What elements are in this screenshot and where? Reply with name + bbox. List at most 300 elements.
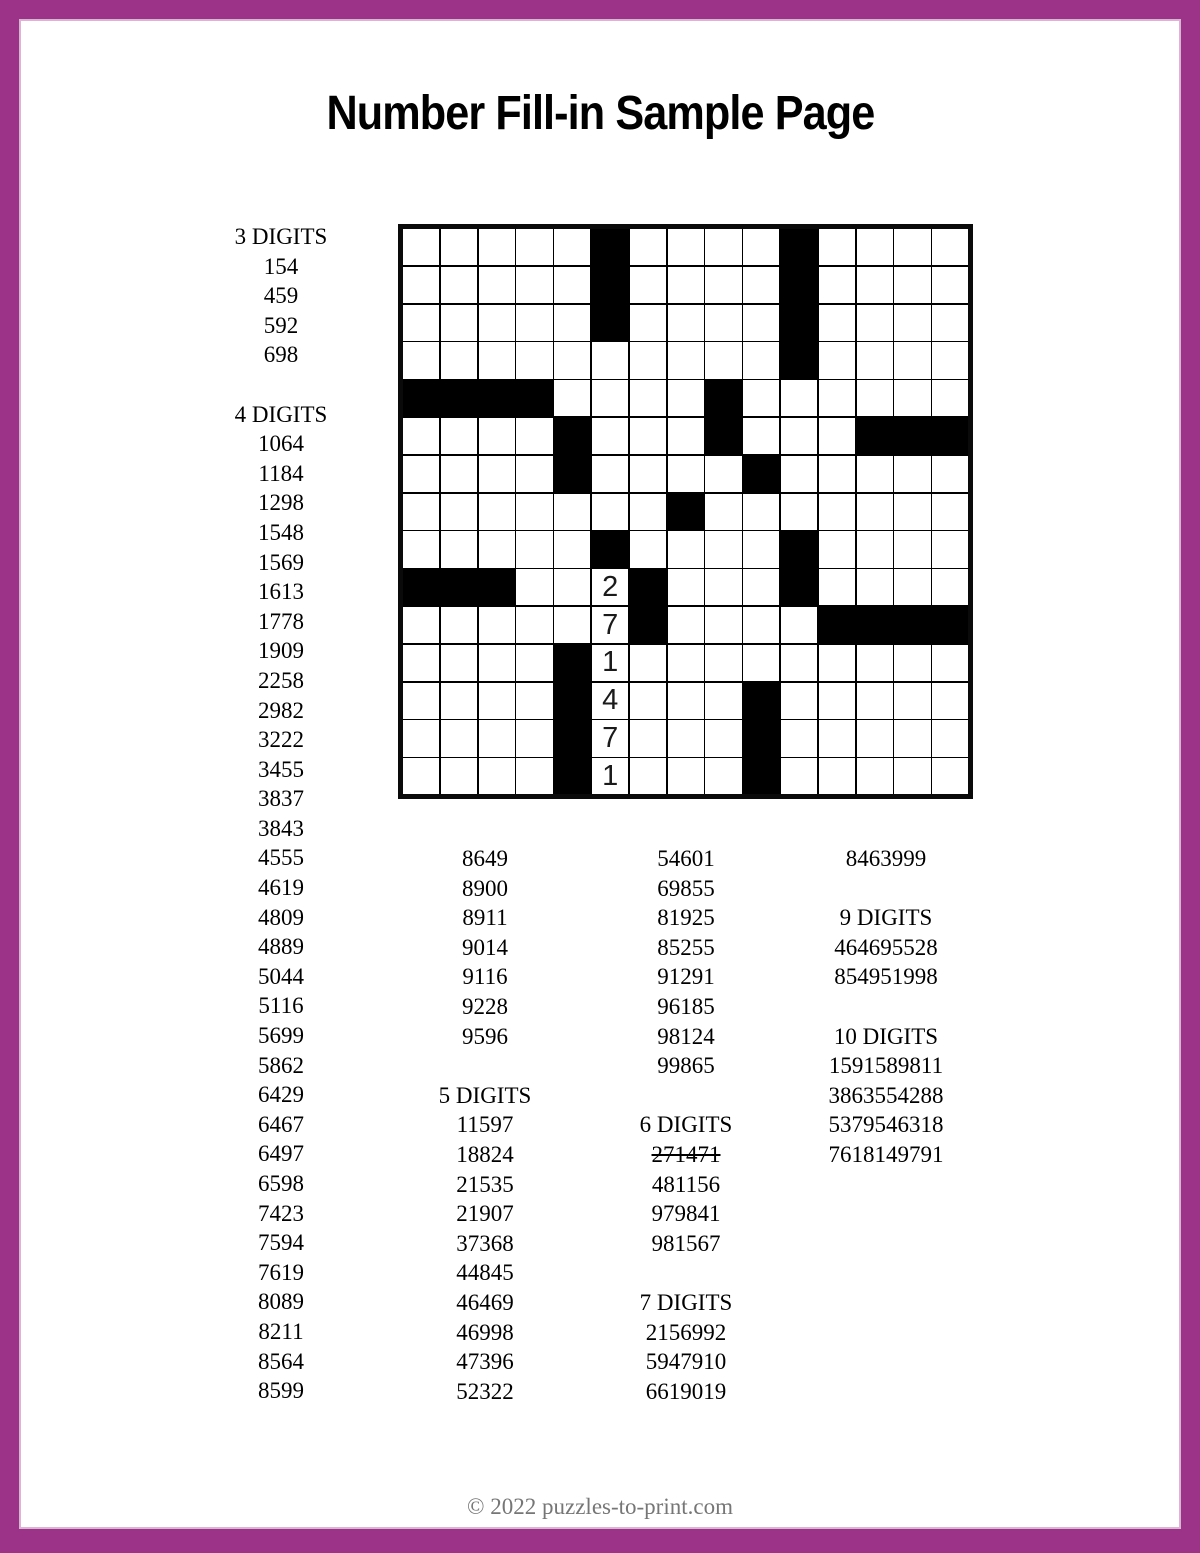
grid-cell[interactable] bbox=[932, 229, 968, 265]
grid-cell[interactable] bbox=[819, 758, 855, 794]
clue-number: 1064 bbox=[258, 431, 304, 457]
grid-cell-black bbox=[894, 607, 930, 643]
grid-cell[interactable] bbox=[668, 758, 704, 794]
grid-cell[interactable] bbox=[403, 267, 439, 303]
grid-cell[interactable] bbox=[630, 380, 666, 416]
grid-cell-black bbox=[592, 305, 628, 341]
clue-number: 5947910 bbox=[645, 1349, 727, 1375]
grid-cell[interactable] bbox=[592, 342, 628, 378]
clue-group-header: 3 DIGITS bbox=[234, 224, 328, 249]
grid-cell[interactable] bbox=[554, 380, 590, 416]
clue-spacer bbox=[576, 1258, 796, 1288]
grid-cell[interactable] bbox=[441, 683, 477, 719]
clue-number: 1569 bbox=[258, 549, 304, 575]
grid-cell[interactable] bbox=[668, 569, 704, 605]
grid-cell[interactable] bbox=[705, 342, 741, 378]
clue-group-header: 6 DIGITS bbox=[639, 1112, 733, 1138]
grid-cell[interactable] bbox=[857, 456, 893, 492]
grid-cell[interactable] bbox=[894, 720, 930, 756]
grid-cell[interactable] bbox=[743, 607, 779, 643]
clue-number: 9596 bbox=[462, 1023, 508, 1049]
grid-cell-black bbox=[554, 456, 590, 492]
grid-cell[interactable] bbox=[705, 305, 741, 341]
clue-number: 592 bbox=[263, 312, 299, 338]
grid-cell[interactable] bbox=[554, 267, 590, 303]
grid-cell[interactable] bbox=[894, 342, 930, 378]
grid-cell-black bbox=[630, 569, 666, 605]
clue-number: 4889 bbox=[258, 934, 304, 960]
grid-cell[interactable] bbox=[668, 607, 704, 643]
grid-cell[interactable] bbox=[781, 607, 817, 643]
grid-cell[interactable] bbox=[932, 305, 968, 341]
grid-cell[interactable] bbox=[403, 607, 439, 643]
clue-number: 459 bbox=[263, 283, 299, 309]
grid-cell[interactable] bbox=[932, 683, 968, 719]
grid-cell[interactable] bbox=[705, 531, 741, 567]
grid-cell-black bbox=[479, 380, 515, 416]
grid-cell[interactable] bbox=[479, 456, 515, 492]
grid-cell-black bbox=[743, 758, 779, 794]
grid-cell[interactable] bbox=[630, 531, 666, 567]
grid-cell-black bbox=[668, 494, 704, 530]
grid-cell[interactable] bbox=[441, 494, 477, 530]
grid-cell[interactable] bbox=[441, 229, 477, 265]
grid-cell[interactable] bbox=[630, 267, 666, 303]
grid-cell[interactable] bbox=[668, 645, 704, 681]
grid-cell[interactable] bbox=[479, 683, 515, 719]
grid-cell[interactable] bbox=[592, 380, 628, 416]
grid-cell-black bbox=[479, 569, 515, 605]
grid-cell[interactable] bbox=[554, 229, 590, 265]
grid-cell[interactable]: 7 bbox=[592, 720, 628, 756]
page-title: Number Fill-in Sample Page bbox=[326, 87, 874, 140]
grid-cell[interactable] bbox=[819, 645, 855, 681]
clue-number: 4555 bbox=[258, 845, 304, 871]
grid-cell[interactable] bbox=[781, 758, 817, 794]
grid-cell[interactable] bbox=[668, 267, 704, 303]
grid-cell[interactable] bbox=[743, 645, 779, 681]
grid-cell-black bbox=[554, 758, 590, 794]
grid-cell[interactable] bbox=[781, 645, 817, 681]
grid-cell[interactable] bbox=[894, 494, 930, 530]
clue-number: 54601 bbox=[657, 846, 715, 871]
clue-number: 6619019 bbox=[645, 1378, 727, 1404]
grid-cell[interactable] bbox=[479, 645, 515, 681]
grid-cell[interactable] bbox=[516, 456, 552, 492]
grid-cell[interactable] bbox=[857, 229, 893, 265]
grid-cell[interactable] bbox=[668, 380, 704, 416]
grid-cell[interactable] bbox=[441, 267, 477, 303]
grid-cell[interactable] bbox=[932, 456, 968, 492]
clue-number: 2258 bbox=[258, 667, 304, 693]
grid-cell[interactable] bbox=[592, 494, 628, 530]
grid-cell[interactable] bbox=[403, 683, 439, 719]
grid-cell[interactable] bbox=[668, 305, 704, 341]
grid-cell-black bbox=[894, 418, 930, 454]
grid-cell[interactable] bbox=[705, 267, 741, 303]
clue-number: 1184 bbox=[258, 460, 304, 486]
grid-cell[interactable] bbox=[630, 720, 666, 756]
clue-number: 8564 bbox=[258, 1348, 304, 1374]
clue-number: 8900 bbox=[462, 875, 508, 901]
clue-number: 52322 bbox=[456, 1378, 514, 1404]
grid-cell[interactable] bbox=[705, 229, 741, 265]
grid-cell[interactable] bbox=[857, 531, 893, 567]
grid-cell[interactable] bbox=[819, 569, 855, 605]
clue-number: 8211 bbox=[258, 1318, 304, 1344]
grid-cell[interactable] bbox=[479, 494, 515, 530]
grid-cell[interactable] bbox=[857, 720, 893, 756]
grid-cell-black bbox=[932, 607, 968, 643]
grid-cell[interactable] bbox=[705, 494, 741, 530]
grid-cell-black bbox=[781, 569, 817, 605]
grid-cell[interactable] bbox=[705, 720, 741, 756]
grid-cell[interactable] bbox=[932, 531, 968, 567]
grid-cell[interactable] bbox=[857, 494, 893, 530]
grid-cell[interactable] bbox=[630, 645, 666, 681]
grid-cell[interactable] bbox=[668, 229, 704, 265]
grid-cell[interactable] bbox=[516, 607, 552, 643]
grid-cell[interactable] bbox=[894, 456, 930, 492]
grid-cell[interactable] bbox=[554, 531, 590, 567]
grid-cell-black bbox=[819, 607, 855, 643]
grid-cell[interactable] bbox=[554, 607, 590, 643]
grid-cell[interactable] bbox=[894, 267, 930, 303]
grid-cell-black bbox=[932, 418, 968, 454]
grid-cell[interactable] bbox=[554, 305, 590, 341]
grid-cell[interactable] bbox=[479, 720, 515, 756]
grid-cell[interactable] bbox=[516, 720, 552, 756]
grid-cell[interactable] bbox=[857, 569, 893, 605]
grid-cell[interactable] bbox=[819, 229, 855, 265]
grid-cell[interactable] bbox=[441, 758, 477, 794]
grid-cell[interactable] bbox=[932, 645, 968, 681]
grid-cell[interactable] bbox=[479, 267, 515, 303]
grid-cell[interactable] bbox=[932, 720, 968, 756]
grid-cell[interactable] bbox=[894, 305, 930, 341]
grid-cell[interactable] bbox=[781, 720, 817, 756]
grid-cell[interactable] bbox=[516, 758, 552, 794]
grid-cell[interactable] bbox=[743, 418, 779, 454]
clue-number: 5699 bbox=[258, 1023, 304, 1049]
grid-cell-black bbox=[705, 418, 741, 454]
grid-cell[interactable]: 7 bbox=[592, 607, 628, 643]
clue-list-column-2 bbox=[375, 844, 595, 1406]
grid-cell[interactable] bbox=[516, 569, 552, 605]
clue-number: 44845 bbox=[456, 1260, 514, 1286]
grid-cell[interactable] bbox=[441, 342, 477, 378]
clue-list-column-3 bbox=[576, 844, 796, 1406]
grid-cell[interactable] bbox=[668, 418, 704, 454]
clue-number: 698 bbox=[263, 342, 299, 368]
clue-group-header: 4 DIGITS bbox=[234, 401, 328, 427]
grid-cell-black bbox=[592, 229, 628, 265]
clue-group-header: 10 DIGITS bbox=[833, 1023, 939, 1049]
grid-cell-black bbox=[781, 229, 817, 265]
grid-cell-black bbox=[705, 380, 741, 416]
grid-cell[interactable] bbox=[479, 607, 515, 643]
grid-cell[interactable] bbox=[630, 229, 666, 265]
grid-cell[interactable] bbox=[781, 456, 817, 492]
clue-number: 271471 bbox=[651, 1141, 721, 1167]
grid-cell[interactable] bbox=[857, 380, 893, 416]
grid-cell[interactable] bbox=[705, 456, 741, 492]
grid-cell[interactable] bbox=[743, 494, 779, 530]
grid-cell[interactable] bbox=[819, 531, 855, 567]
grid-cell[interactable]: 4 bbox=[592, 683, 628, 719]
grid-cell[interactable] bbox=[932, 380, 968, 416]
grid-cell[interactable] bbox=[819, 720, 855, 756]
clue-number: 5044 bbox=[258, 963, 304, 989]
grid-cell[interactable] bbox=[630, 683, 666, 719]
puzzle-grid bbox=[398, 224, 973, 799]
grid-cell[interactable] bbox=[932, 569, 968, 605]
clue-number: 81925 bbox=[657, 905, 715, 931]
clue-number: 1778 bbox=[258, 608, 304, 634]
clue-number: 3863554288 bbox=[828, 1082, 944, 1108]
clue-number: 91291 bbox=[657, 964, 715, 990]
grid-cell[interactable] bbox=[932, 267, 968, 303]
grid-cell[interactable] bbox=[819, 683, 855, 719]
grid-cell[interactable] bbox=[403, 229, 439, 265]
grid-cell[interactable] bbox=[516, 494, 552, 530]
grid-cell[interactable] bbox=[819, 418, 855, 454]
clue-number: 464695528 bbox=[834, 934, 938, 960]
grid-cell[interactable] bbox=[516, 531, 552, 567]
grid-cell[interactable] bbox=[819, 305, 855, 341]
grid-cell[interactable] bbox=[743, 267, 779, 303]
grid-cell[interactable] bbox=[743, 380, 779, 416]
grid-cell[interactable] bbox=[630, 494, 666, 530]
grid-cell-black bbox=[403, 380, 439, 416]
clue-number: 981567 bbox=[651, 1230, 721, 1256]
grid-cell[interactable] bbox=[554, 569, 590, 605]
grid-cell[interactable] bbox=[932, 342, 968, 378]
grid-cell-black bbox=[781, 305, 817, 341]
grid-cell[interactable] bbox=[894, 531, 930, 567]
clue-number: 3222 bbox=[258, 727, 304, 753]
grid-cell[interactable] bbox=[857, 267, 893, 303]
grid-cell[interactable] bbox=[441, 531, 477, 567]
grid-cell[interactable]: 2 bbox=[592, 569, 628, 605]
grid-cell[interactable] bbox=[894, 758, 930, 794]
grid-cell[interactable] bbox=[441, 645, 477, 681]
grid-cell[interactable] bbox=[932, 494, 968, 530]
clue-number: 47396 bbox=[456, 1349, 514, 1375]
grid-cell[interactable] bbox=[932, 758, 968, 794]
grid-cell-black bbox=[743, 720, 779, 756]
grid-cell[interactable] bbox=[743, 342, 779, 378]
grid-cell-black bbox=[630, 607, 666, 643]
clue-number: 854951998 bbox=[834, 964, 938, 990]
grid-cell[interactable] bbox=[516, 418, 552, 454]
grid-cell[interactable] bbox=[668, 720, 704, 756]
grid-cell[interactable] bbox=[857, 305, 893, 341]
grid-cell[interactable] bbox=[743, 531, 779, 567]
clue-number: 4619 bbox=[258, 875, 304, 901]
grid-cell[interactable] bbox=[516, 342, 552, 378]
clue-number: 7423 bbox=[258, 1200, 304, 1226]
clue-number: 9116 bbox=[462, 964, 508, 990]
clue-number: 8089 bbox=[258, 1289, 304, 1315]
grid-cell[interactable] bbox=[894, 645, 930, 681]
clue-number: 9014 bbox=[462, 934, 508, 960]
clue-number: 8649 bbox=[462, 846, 508, 871]
clue-number: 7619 bbox=[258, 1259, 304, 1285]
clue-number: 21907 bbox=[456, 1201, 514, 1227]
clue-group-header: 7 DIGITS bbox=[639, 1289, 733, 1315]
clue-number: 6467 bbox=[258, 1111, 304, 1137]
grid-cell[interactable] bbox=[441, 720, 477, 756]
grid-cell[interactable] bbox=[630, 305, 666, 341]
grid-cell[interactable] bbox=[819, 494, 855, 530]
grid-cell[interactable] bbox=[894, 380, 930, 416]
clue-number: 8911 bbox=[462, 905, 508, 931]
grid-cell[interactable] bbox=[894, 569, 930, 605]
grid-cell[interactable] bbox=[441, 305, 477, 341]
clue-number: 1591589811 bbox=[828, 1053, 944, 1079]
grid-cell[interactable] bbox=[630, 418, 666, 454]
grid-cell-black bbox=[743, 683, 779, 719]
grid-cell[interactable] bbox=[743, 229, 779, 265]
grid-cell[interactable] bbox=[857, 758, 893, 794]
grid-cell-black bbox=[554, 645, 590, 681]
grid-cell[interactable] bbox=[819, 342, 855, 378]
grid-cell[interactable] bbox=[516, 645, 552, 681]
grid-cell[interactable]: 1 bbox=[592, 758, 628, 794]
grid-cell[interactable] bbox=[403, 456, 439, 492]
grid-cell[interactable] bbox=[743, 305, 779, 341]
grid-cell-black bbox=[441, 380, 477, 416]
grid-cell[interactable] bbox=[819, 267, 855, 303]
grid-cell[interactable] bbox=[705, 645, 741, 681]
grid-cell[interactable] bbox=[668, 342, 704, 378]
grid-cell[interactable]: 1 bbox=[592, 645, 628, 681]
grid-cell[interactable] bbox=[441, 607, 477, 643]
grid-cell[interactable] bbox=[705, 569, 741, 605]
grid-cell[interactable] bbox=[668, 683, 704, 719]
grid-cell[interactable] bbox=[630, 758, 666, 794]
grid-cell[interactable] bbox=[479, 305, 515, 341]
grid-cell[interactable] bbox=[479, 758, 515, 794]
clue-number: 6598 bbox=[258, 1171, 304, 1196]
clue-spacer bbox=[776, 992, 996, 1022]
grid-cell[interactable] bbox=[781, 683, 817, 719]
grid-cell[interactable] bbox=[403, 720, 439, 756]
grid-cell[interactable] bbox=[781, 494, 817, 530]
grid-cell[interactable] bbox=[781, 380, 817, 416]
grid-cell[interactable] bbox=[592, 456, 628, 492]
clue-number: 5116 bbox=[258, 993, 304, 1019]
grid-cell[interactable] bbox=[857, 645, 893, 681]
grid-cell[interactable] bbox=[894, 229, 930, 265]
grid-cell-black bbox=[554, 720, 590, 756]
clue-number: 2982 bbox=[258, 697, 304, 723]
grid-cell[interactable] bbox=[743, 569, 779, 605]
clue-number: 6429 bbox=[258, 1082, 304, 1108]
clue-number: 98124 bbox=[657, 1023, 715, 1049]
clue-number: 46998 bbox=[456, 1319, 514, 1345]
grid-cell[interactable] bbox=[403, 758, 439, 794]
grid-cell-black bbox=[554, 418, 590, 454]
clue-spacer bbox=[776, 874, 996, 904]
grid-cell-black bbox=[743, 456, 779, 492]
grid-cell[interactable] bbox=[857, 683, 893, 719]
grid-cell[interactable] bbox=[403, 418, 439, 454]
clue-number: 5862 bbox=[258, 1052, 304, 1078]
clue-number: 1909 bbox=[258, 638, 304, 664]
clue-list-column-4 bbox=[776, 844, 996, 1170]
grid-cell[interactable] bbox=[516, 229, 552, 265]
grid-cell[interactable] bbox=[516, 683, 552, 719]
grid-cell[interactable] bbox=[516, 305, 552, 341]
grid-cell[interactable] bbox=[630, 456, 666, 492]
grid-cell[interactable] bbox=[516, 267, 552, 303]
grid-cell[interactable] bbox=[479, 229, 515, 265]
grid-cell[interactable] bbox=[479, 342, 515, 378]
grid-cell[interactable] bbox=[630, 342, 666, 378]
clue-number: 46469 bbox=[456, 1289, 514, 1315]
grid-cell[interactable] bbox=[819, 456, 855, 492]
clue-group-header: 5 DIGITS bbox=[438, 1082, 532, 1108]
grid-cell[interactable] bbox=[705, 607, 741, 643]
clue-number: 3843 bbox=[258, 815, 304, 841]
grid-cell[interactable] bbox=[592, 418, 628, 454]
grid-cell[interactable] bbox=[781, 418, 817, 454]
clue-number: 18824 bbox=[456, 1141, 514, 1167]
clue-number: 5379546318 bbox=[828, 1112, 944, 1138]
clue-spacer bbox=[171, 370, 391, 400]
grid-cell[interactable] bbox=[403, 342, 439, 378]
grid-cell-black bbox=[781, 531, 817, 567]
grid-cell[interactable] bbox=[479, 531, 515, 567]
grid-cell[interactable] bbox=[857, 342, 893, 378]
clue-number: 85255 bbox=[657, 934, 715, 960]
clue-number: 481156 bbox=[651, 1171, 721, 1197]
clue-number: 8599 bbox=[258, 1378, 304, 1404]
grid-cell[interactable] bbox=[441, 456, 477, 492]
grid-cell[interactable] bbox=[554, 494, 590, 530]
grid-cell[interactable] bbox=[554, 342, 590, 378]
clue-number: 2156992 bbox=[645, 1319, 727, 1345]
grid-cell[interactable] bbox=[705, 683, 741, 719]
clue-number: 99865 bbox=[657, 1053, 715, 1079]
grid-cell-black bbox=[592, 267, 628, 303]
clue-number: 8463999 bbox=[845, 846, 927, 871]
grid-cell[interactable] bbox=[894, 683, 930, 719]
grid-cell[interactable] bbox=[403, 645, 439, 681]
clue-number: 9228 bbox=[462, 993, 508, 1019]
grid-cell[interactable] bbox=[668, 531, 704, 567]
grid-cell[interactable] bbox=[479, 418, 515, 454]
grid-cell-black bbox=[403, 569, 439, 605]
clue-number: 1613 bbox=[258, 579, 304, 605]
grid-cell[interactable] bbox=[403, 531, 439, 567]
clue-number: 69855 bbox=[657, 875, 715, 901]
grid-cell-black bbox=[857, 418, 893, 454]
clue-number: 1298 bbox=[258, 490, 304, 516]
grid-cell[interactable] bbox=[705, 758, 741, 794]
clue-number: 11597 bbox=[456, 1112, 514, 1138]
grid-cell-black bbox=[781, 267, 817, 303]
grid-cell[interactable] bbox=[403, 305, 439, 341]
grid-cell-black bbox=[441, 569, 477, 605]
grid-cell[interactable] bbox=[403, 494, 439, 530]
grid-cell[interactable] bbox=[819, 380, 855, 416]
grid-cell[interactable] bbox=[441, 418, 477, 454]
grid-cell-black bbox=[781, 342, 817, 378]
grid-cell[interactable] bbox=[668, 456, 704, 492]
